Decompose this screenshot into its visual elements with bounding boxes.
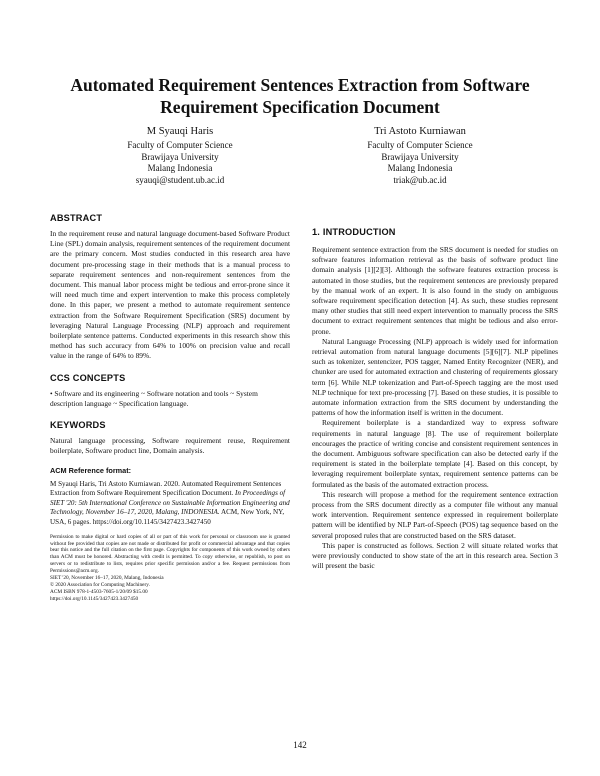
permission-notice: Permission to make digital or hard copies of all or part of this work for personal or classroom use is granted without fee provided that copies are not made or distributed for profit or commercial advantage and that copies bear this notice and the full citation on the first page. Copyrights for components of this work owned by others than ACM must be honored. Abstracting with credit is permitted. To copy otherwise, or republish, to post on servers or to redistribute to lists, requires prior specific permission and/or a fee. Request permissions from Permissions@acm.org. [50, 533, 290, 575]
page-number: 142 [293, 740, 307, 750]
keywords-text: Natural language processing, Software requirement reuse, Requirement boilerplate, Software product line, Domain analysis. [50, 436, 290, 456]
left-column [50, 212, 290, 603]
reference-format-heading: ACM Reference format: [50, 466, 132, 476]
author-affiliation: Faculty of Computer Science [367, 140, 473, 150]
author-block-1 [70, 125, 290, 186]
meta-line: ACM ISBN 978-1-4503-7605-1/20/09 $15.00 [50, 588, 148, 595]
abstract-heading: ABSTRACT [50, 213, 103, 223]
author-email[interactable]: syauqi@student.ub.ac.id [135, 174, 225, 185]
reference-format-text [50, 480, 290, 528]
reference-tail: ACM, New York, NY, USA, 6 pages. https://doi.org/10.1145/3427423.3427450 [50, 508, 285, 527]
intro-paragraph: This research will propose a method for the requirement sentence extraction process from the SRS document directly as a computer file without any manual work intervention. Requirement sentence expressed in requirement boilerplate pattern will be identified by NLP Part-of-Speech (POS) tag sequence based on the several proposed rules that are constructed based on the SRS dataset. [312, 489, 558, 540]
right-column [312, 226, 558, 572]
author-name: Tri Astoto Kurniawan [374, 126, 466, 137]
author-city: Malang Indonesia [147, 163, 213, 174]
author-city: Malang Indonesia [387, 163, 453, 174]
intro-paragraph: This paper is constructed as follows. Section 2 will situate related works that were previously conducted to show state of the art in this research area. Section 3 will present the basic [312, 540, 558, 571]
meta-line: SIET '20, November 16–17, 2020, Malang, Indonesia [50, 575, 164, 582]
meta-line: © 2020 Association for Computing Machinery. [50, 581, 150, 588]
author-university: Brawijaya University [141, 151, 219, 162]
ccs-text: • Software and its engineering ~ Software notation and tools ~ System description language ~ Specification language. [50, 388, 258, 408]
intro-paragraph: Requirement sentence extraction from the SRS document is needed for studies on software features information retrieval as the basis of software product line domain analysis [1][2][3]. Although the software features extraction process is automated in those studies, but the requirement sentences are previously prepared by the manual work of an expert. It is also found in the study on ambiguous software requirement specification detection [4]. As such, these studies represent many other studies that still need expert intervention to manually process the SRS document to extract requirement sentences that might be tedious and also error-prone. [312, 245, 558, 336]
author-affiliation: Faculty of Computer Science [127, 140, 233, 150]
meta-line[interactable]: https://doi.org/10.1145/3427423.3427450 [50, 595, 139, 602]
publication-meta [50, 575, 290, 603]
introduction-heading: 1. INTRODUCTION [312, 227, 396, 237]
reference-venue: In Proceedings of SIET '20: 5th International Conference on Sustainable Information Engineering and Technology, November 16–17, 2020, Malang, INDONESIA. [50, 489, 290, 517]
author-block-2 [310, 125, 530, 186]
intro-paragraph: Requirement boilerplate is a standardized way to express software requirements in natural language [8]. The use of requirement boilerplate encourages the practice of writing concise and consistent requirement sentences in the document. Ambiguous software specification can also be detected early if the requirement is stated in the boilerplate template [4]. Based on this concept, by leveraging requirement boilerplate syntax, requirement sentence patterns can be formulated as the basis of the automated extraction process. [312, 418, 558, 489]
author-name: M Syauqi Haris [146, 126, 214, 137]
author-university: Brawijaya University [381, 151, 459, 162]
author-email[interactable]: triak@ub.ac.id [393, 174, 447, 185]
intro-paragraph: Natural Language Processing (NLP) approach is widely used for information retrieval automation from natural language documents [5][6][7]. NLP pipelines such as tokenizer, sentencizer, POS tagger, Named Entity Recognizer (NER), and chunker are used for automated extraction and clustering of requirements glossary term [6]. While NLP tokenization and Part-of-Speech tagging are the most used NLP technique for text pre-processing [7]. Based on these studies, it is possible to automate information extraction from the SRS document by understanding the patterns of how the information itself is written in the document. [312, 336, 558, 418]
reference-authors: M Syauqi Haris, Tri Astoto Kurniawan. 2020. Automated Requirement Sentences Extraction from Software Requirement Specification Document. [50, 479, 282, 498]
keywords-heading: KEYWORDS [50, 420, 106, 431]
abstract-text: In the requirement reuse and natural language document-based Software Product Line (SPL) domain analysis, requirement sentences of the requirement document are the primary concern. Most studies conducted in this research area have document pre-processing stage in their methods that is a manual process to separate requirement sentences and non-requirement sentences from the document. This manual labor process might be tedious and error-prone since it will need much time and expert intervention to make this process completely done. In this paper, we present a method to automate requirement sentence extraction from the Software Requirement Specification (SRS) document by leveraging Natural Language Processing (NLP) approach and requirement boilerplate sentence patterns. Conducted experiments in this research show this method has such accuracy from 64% to 100% on precision value and recall value in the range of 64% to 89%. [50, 229, 290, 361]
ccs-heading: CCS CONCEPTS [50, 372, 126, 383]
paper-title: Automated Requirement Sentences Extraction from Software Requirement Specification Document [70, 75, 530, 117]
